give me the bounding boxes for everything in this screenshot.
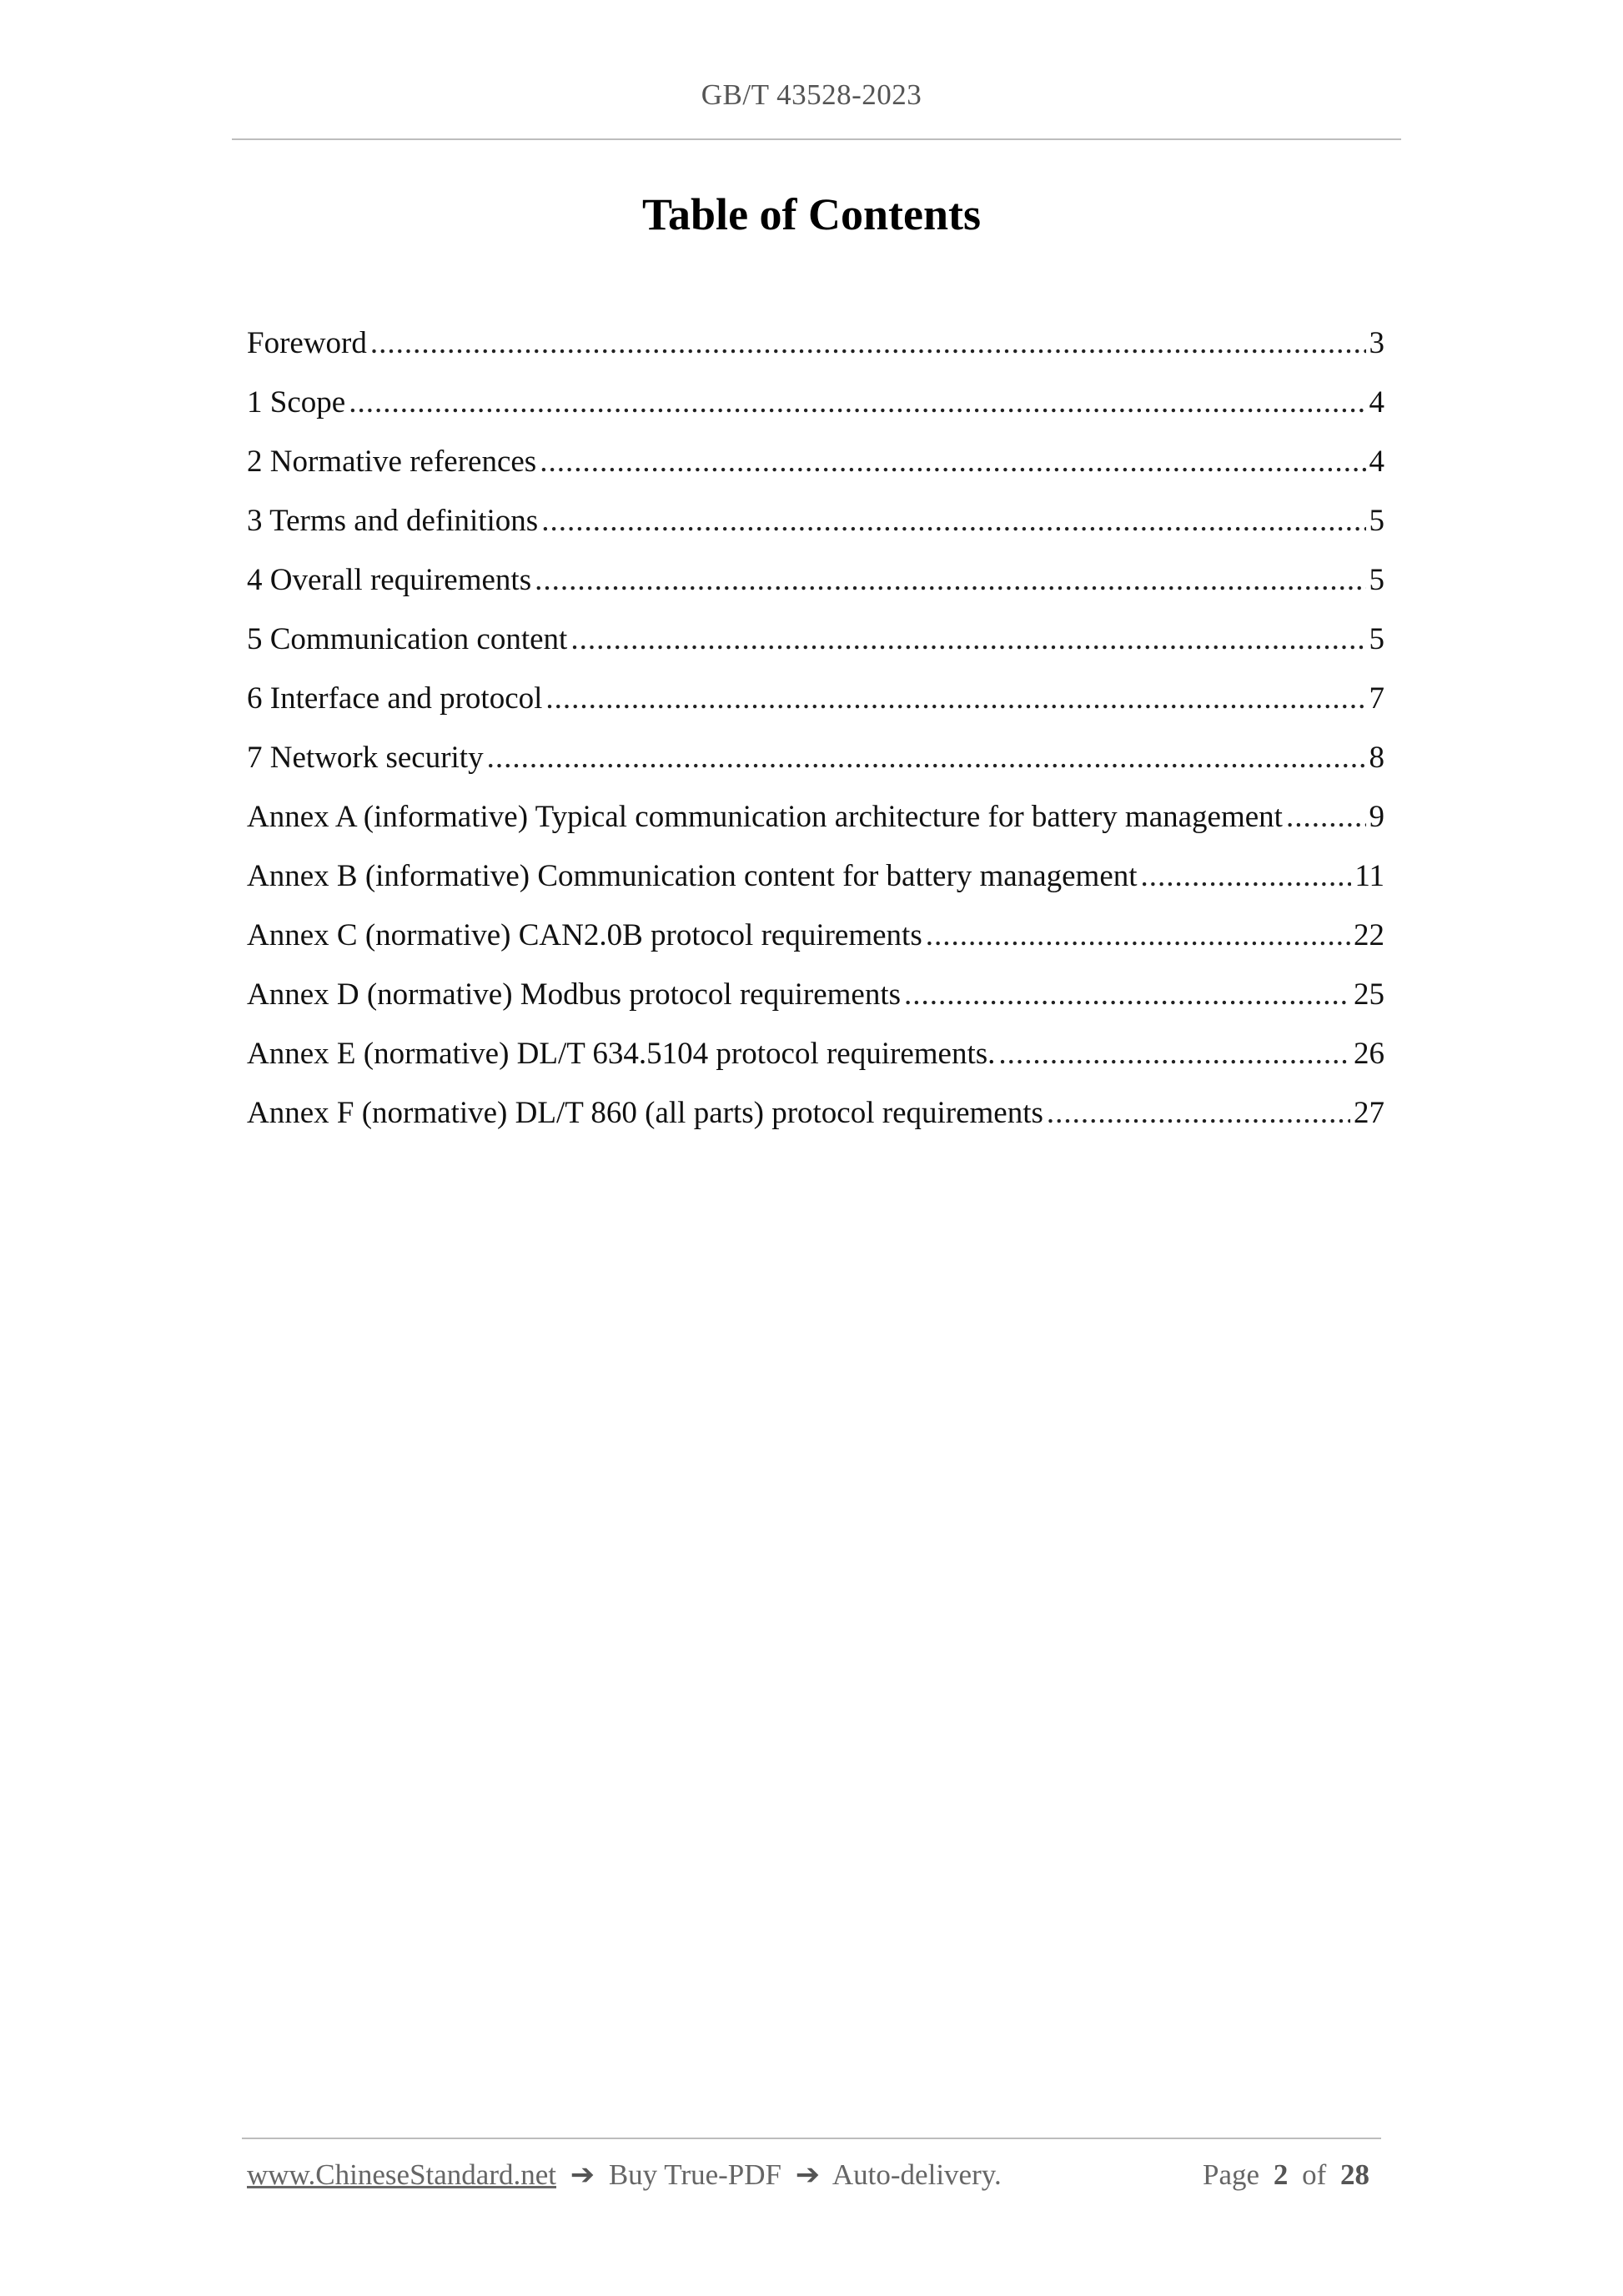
buy-true-pdf-text: Buy True-PDF — [608, 2158, 781, 2191]
toc-entry-page: 4 — [1369, 445, 1384, 479]
toc-leader-dots — [1286, 794, 1366, 841]
toc-leader-dots — [540, 439, 1365, 485]
page-number — [1203, 2158, 1376, 2192]
toc-entry-annex-c[interactable] — [247, 912, 1384, 972]
toc-entry-label: Annex F (normative) DL/T 860 (all parts) protocol requirements — [247, 1096, 1043, 1130]
toc-entry-label: Annex C (normative) CAN2.0B protocol requirements — [247, 918, 922, 952]
toc-leader-dots — [545, 676, 1365, 722]
toc-leader-dots — [370, 320, 1366, 367]
footer-divider — [242, 2138, 1381, 2139]
toc-entry-foreword[interactable] — [247, 320, 1384, 379]
current-page-number: 2 — [1273, 2158, 1289, 2191]
right-arrow-icon: ➔ — [570, 2158, 595, 2191]
toc-entry-label: Annex E (normative) DL/T 634.5104 protocol requirements. — [247, 1037, 996, 1071]
toc-entry-page: 8 — [1369, 741, 1384, 775]
toc-leader-dots — [1141, 853, 1352, 900]
toc-leader-dots — [349, 379, 1365, 426]
toc-entry-annex-e[interactable] — [247, 1031, 1384, 1090]
toc-leader-dots — [1047, 1090, 1350, 1137]
toc-entry-label: 1 Scope — [247, 385, 346, 420]
toc-entry-annex-f[interactable] — [247, 1090, 1384, 1149]
website-link[interactable]: www.ChineseStandard.net — [247, 2158, 556, 2191]
toc-entry-page: 11 — [1354, 859, 1384, 893]
toc-entry-label: 2 Normative references — [247, 445, 537, 479]
toc-entry-overall-requirements[interactable] — [247, 557, 1384, 616]
auto-delivery-text: Auto-delivery. — [832, 2158, 1002, 2191]
toc-entry-label: 7 Network security — [247, 741, 484, 775]
toc-entry-page: 4 — [1369, 385, 1384, 420]
toc-leader-dots — [535, 557, 1365, 604]
toc-entry-annex-b[interactable] — [247, 853, 1384, 912]
page-footer — [247, 2158, 1384, 2198]
total-pages-number: 28 — [1340, 2158, 1369, 2191]
toc-entry-scope[interactable] — [247, 379, 1384, 439]
header-divider — [232, 138, 1401, 140]
toc-entry-page: 5 — [1369, 504, 1384, 538]
toc-entry-label: 3 Terms and definitions — [247, 504, 539, 538]
of-label: of — [1302, 2158, 1327, 2191]
document-id-header: GB/T 43528-2023 — [701, 78, 922, 111]
toc-leader-dots — [570, 616, 1365, 663]
toc-entry-page: 7 — [1369, 681, 1384, 716]
toc-entry-network-security[interactable] — [247, 735, 1384, 794]
toc-leader-dots — [487, 735, 1366, 781]
toc-entry-label: Foreword — [247, 326, 367, 360]
toc-entry-page: 27 — [1354, 1096, 1384, 1130]
toc-leader-dots — [904, 972, 1350, 1018]
toc-leader-dots — [998, 1031, 1350, 1078]
toc-entry-page: 5 — [1369, 563, 1384, 597]
toc-entry-label: Annex D (normative) Modbus protocol requirements — [247, 977, 902, 1012]
toc-entry-label: Annex B (informative) Communication content for battery management — [247, 859, 1138, 893]
toc-heading: Table of Contents — [641, 189, 982, 239]
toc-leader-dots — [541, 498, 1365, 545]
toc-entry-interface-and-protocol[interactable] — [247, 676, 1384, 735]
toc-entry-page: 26 — [1354, 1037, 1384, 1071]
toc-entry-page: 9 — [1369, 800, 1384, 834]
toc-entry-label: 6 Interface and protocol — [247, 681, 543, 716]
toc-entry-label: 4 Overall requirements — [247, 563, 532, 597]
page-label: Page — [1203, 2158, 1260, 2191]
toc-entry-page: 25 — [1354, 977, 1384, 1012]
toc-entry-normative-references[interactable] — [247, 439, 1384, 498]
toc-entry-terms-and-definitions[interactable] — [247, 498, 1384, 557]
toc-entry-label: 5 Communication content — [247, 622, 568, 656]
toc-entry-annex-a[interactable] — [247, 794, 1384, 853]
footer-promo — [247, 2158, 1002, 2192]
toc-entry-communication-content[interactable] — [247, 616, 1384, 676]
toc-entry-page: 22 — [1354, 918, 1384, 952]
toc-leader-dots — [926, 912, 1350, 959]
toc-list — [247, 320, 1384, 1149]
toc-entry-page: 5 — [1369, 622, 1384, 656]
toc-entry-label: Annex A (informative) Typical communication architecture for battery management — [247, 800, 1283, 834]
toc-entry-page: 3 — [1369, 326, 1384, 360]
right-arrow-icon: ➔ — [795, 2158, 821, 2191]
toc-entry-annex-d[interactable] — [247, 972, 1384, 1031]
